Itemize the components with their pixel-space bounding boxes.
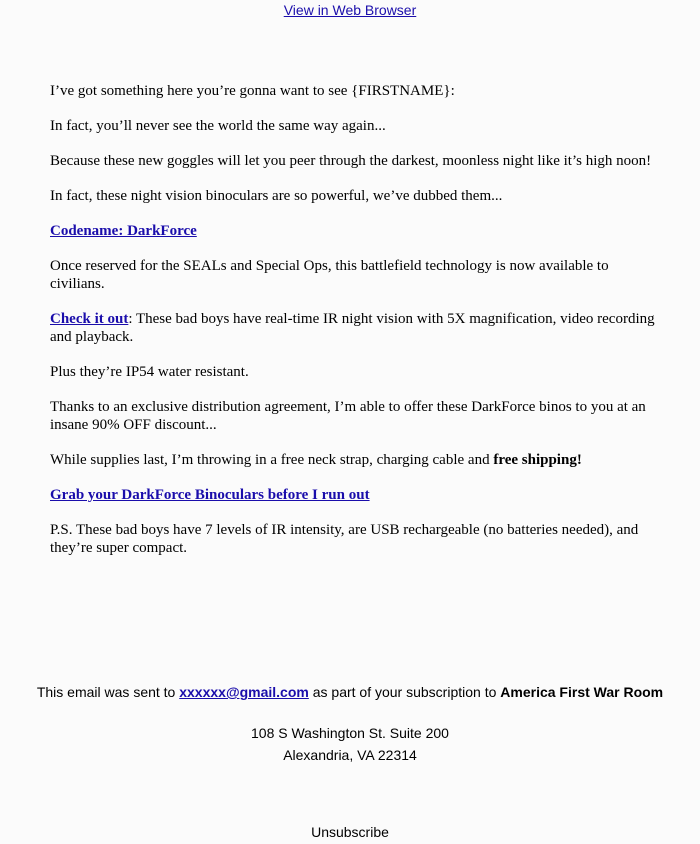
- intro-paragraph: I’ve got something here you’re gonna want to see {FIRSTNAME}:: [50, 83, 455, 99]
- grab-paragraph: [50, 486, 660, 504]
- free-shipping-text: free shipping!: [493, 452, 582, 468]
- codename-paragraph: [50, 222, 660, 240]
- paragraph-seals: Once reserved for the SEALs and Special Ops, this battlefield technology is now available to civilians.: [50, 258, 609, 292]
- address-line-1: 108 S Washington St. Suite 200: [251, 725, 449, 741]
- recipient-email-link[interactable]: xxxxxx@gmail.com: [179, 684, 309, 700]
- footer-unsubscribe: [0, 821, 700, 843]
- check-it-out-link[interactable]: Check it out: [50, 311, 129, 327]
- paragraph-discount: Thanks to an exclusive distribution agreement, I’m able to offer these DarkForce binos to you at an insane 90% OFF discount...: [50, 399, 646, 433]
- supplies-text: While supplies last, I’m throwing in a free neck strap, charging cable and: [50, 452, 494, 468]
- address-line-2: Alexandria, VA 22314: [283, 747, 417, 763]
- sent-prefix: This email was sent to: [36, 684, 180, 700]
- grab-binoculars-link[interactable]: Grab your DarkForce Binoculars before I run out: [50, 487, 370, 503]
- paragraph-binoculars: In fact, these night vision binoculars are so powerful, we’ve dubbed them...: [50, 188, 503, 204]
- paragraph-supplies: [50, 451, 660, 469]
- sent-middle: as part of your subscription to: [308, 684, 501, 700]
- check-it-out-text: : These bad boys have real-time IR night vision with 5X magnification, video recording and playback.: [50, 311, 655, 345]
- view-in-browser-link[interactable]: View in Web Browser: [283, 2, 417, 18]
- footer-sent-line: [0, 681, 700, 703]
- footer-address: [0, 722, 700, 766]
- header-bar: [0, 2, 700, 19]
- paragraph-goggles: Because these new goggles will let you peer through the darkest, moonless night like it’s high noon!: [50, 153, 652, 169]
- paragraph-water-resistant: Plus they’re IP54 water resistant.: [50, 364, 249, 380]
- codename-link[interactable]: Codename: DarkForce: [50, 223, 197, 239]
- paragraph-check-it-out: [50, 310, 660, 346]
- paragraph-world: In fact, you’ll never see the world the same way again...: [50, 118, 386, 134]
- ps-paragraph: P.S. These bad boys have 7 levels of IR intensity, are USB rechargeable (no batteries needed), and they’re super compact.: [50, 522, 639, 556]
- email-body: [50, 82, 660, 574]
- org-name: America First War Room: [500, 684, 664, 700]
- unsubscribe-link[interactable]: Unsubscribe: [311, 824, 389, 840]
